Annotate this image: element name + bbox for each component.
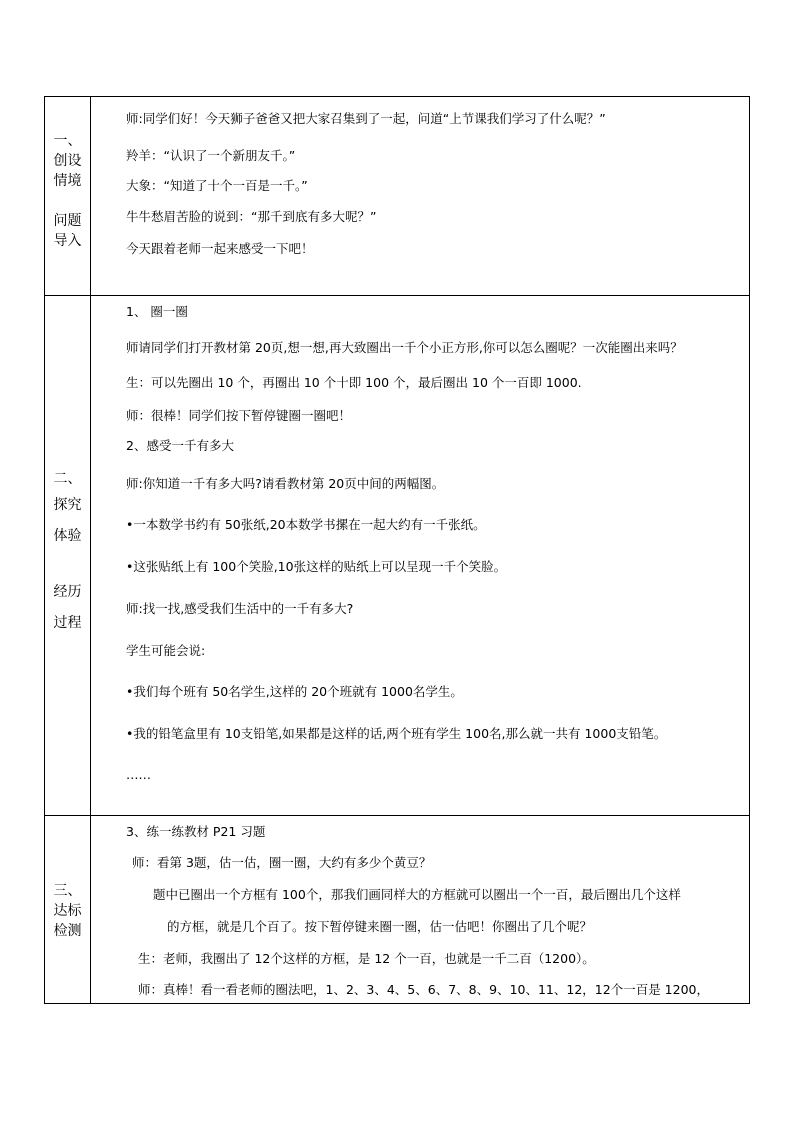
lesson-plan-table	[44, 96, 750, 1004]
section-1-line: 牛牛愁眉苦脸的说到：“那千到底有多大呢？”	[126, 209, 377, 224]
section-3-line: 师：看第 3题，估一估，圈一圈，大约有多少个黄豆？	[132, 855, 432, 870]
section-3-line: 题中已圈出一个方框有 100个，那我们画同样大的方框就可以圈出一个一百，最后圈出几个这样	[153, 887, 681, 902]
section-1-label-line: 问题	[53, 213, 82, 229]
section-2-line: 生：可以先圈出 10 个，再圈出 10 个十即 100 个，最后圈出 10 个一百即 1000.	[126, 375, 582, 390]
section-2-label-line: 体验	[53, 528, 82, 544]
section-1-line: 师:同学们好！今天狮子爸爸又把大家召集到了一起，问道“上节课我们学习了什么呢？”	[126, 111, 606, 126]
section-2-line: 师：很棒！同学们按下暂停键圈一圈吧！	[126, 408, 352, 423]
section-2-label-line: 探究	[53, 497, 82, 513]
section-1-label-line: 情境	[53, 173, 82, 189]
section-2-label	[45, 469, 90, 633]
section-3-line: 师：真棒！看一看老师的圈法吧，1、2、3、4、5、6、7、8、9、10、11、12，12个一百是 1200，	[138, 982, 709, 997]
section-2-label-line: 二、	[53, 471, 82, 487]
section-1-line: 今天跟着老师一起来感受一下吧！	[126, 241, 314, 256]
section-3-label-line: 三、	[53, 883, 82, 899]
section-3-line: 3、练一练教材 P21 习题	[126, 824, 266, 839]
column-divider	[90, 97, 91, 1003]
section-2-line: ……	[126, 767, 151, 782]
section-3-line: 生：老师，我圈出了 12个这样的方框，是 12 个一百，也就是一千二百（1200）。	[138, 951, 595, 966]
section-2-line: •我们每个班有 50名学生,这样的 20个班就有 1000名学生。	[126, 684, 463, 699]
row-divider-2	[45, 815, 749, 816]
section-3-line: 的方框，就是几个百了。按下暂停键来圈一圈，估一估吧！你圈出了几个呢？	[167, 919, 593, 934]
section-2-line: 学生可能会说:	[126, 643, 206, 658]
section-2-label-line: 经历	[53, 584, 82, 600]
section-3-label-line: 达标	[53, 903, 82, 919]
section-2-line: 1、 圈一圈	[126, 304, 188, 319]
section-1-label-line: 导入	[53, 233, 82, 249]
row-divider-1	[45, 295, 749, 296]
section-1-label	[45, 131, 90, 251]
section-1-label-line: 一、	[53, 133, 82, 149]
section-2-line: 师请同学们打开教材第 20页,想一想,再大致圈出一千个小正方形,你可以怎么圈呢？一次能圈出来吗？	[126, 340, 683, 355]
section-1-line: 羚羊：“认识了一个新朋友千。”	[126, 148, 296, 163]
section-2-line: 师:你知道一千有多大吗?请看教材第 20页中间的两幅图。	[126, 476, 445, 491]
section-2-line: •一本数学书约有 50张纸,20本数学书摞在一起大约有一千张纸。	[126, 517, 486, 532]
section-1-label-line: 创设	[53, 153, 82, 169]
section-2-label-spacer	[45, 546, 90, 582]
section-3-label	[45, 881, 90, 941]
section-2-label-line: 过程	[53, 615, 82, 631]
section-2-line: •我的铅笔盒里有 10支铅笔,如果都是这样的话,两个班有学生 100名,那么就一共有 1000支铅笔。	[126, 726, 667, 741]
section-2-line: 师:找一找,感受我们生活中的一千有多大?	[126, 601, 354, 616]
section-1-line: 大象：“知道了十个一百是一千。”	[126, 178, 308, 193]
section-1-label-spacer	[45, 191, 90, 211]
section-2-line: 2、感受一千有多大	[126, 438, 234, 453]
section-3-label-line: 检测	[53, 923, 82, 939]
section-2-line: •这张贴纸上有 100个笑脸,10张这样的贴纸上可以呈现一千个笑脸。	[126, 559, 507, 574]
